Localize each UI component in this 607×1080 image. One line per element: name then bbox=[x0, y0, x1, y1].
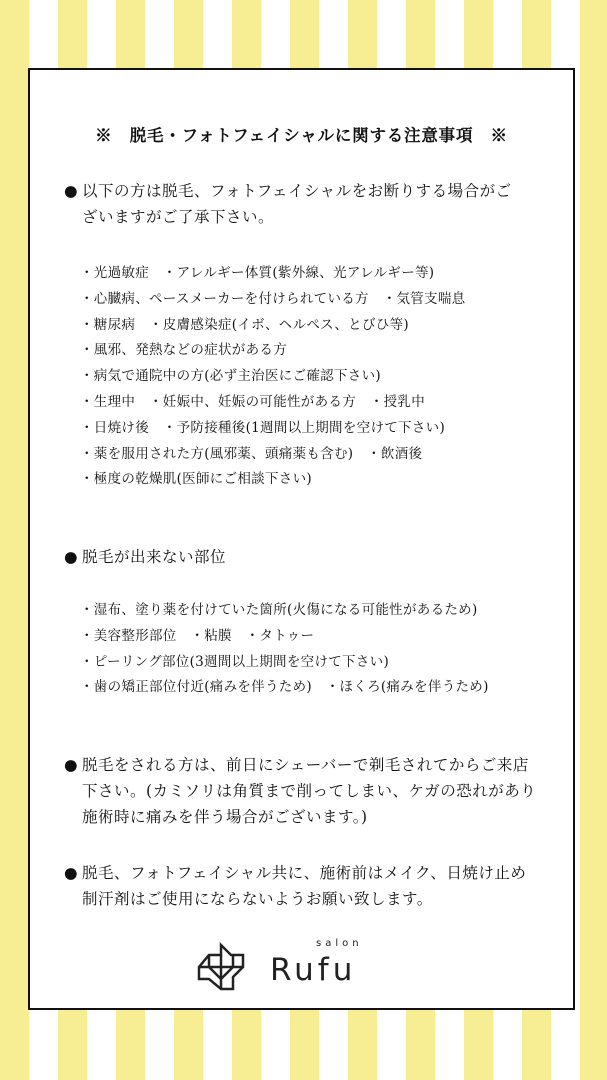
list-item: ・薬を服用された方(風邪薬、頭痛薬も含む) ・飲酒後 bbox=[80, 445, 423, 462]
list-item: ・心臓病、ペースメーカーを付けられている方 ・気管支喘息 bbox=[80, 290, 466, 307]
list-item: ・ピーリング部位(3週間以上期間を空けて下さい) bbox=[80, 653, 390, 670]
section-1-list bbox=[80, 261, 570, 493]
section-3-line-2: 下さい。(カミソリは角質まで削ってしまい、ケガの恐れがあり bbox=[82, 782, 537, 800]
list-item: ・歯の矯正部位付近(痛みを伴うため) ・ほくろ(痛みを伴うため) bbox=[80, 679, 489, 696]
bullet-icon: ● bbox=[64, 182, 79, 200]
bullet-icon: ● bbox=[64, 756, 79, 774]
bullet-icon: ● bbox=[64, 864, 79, 882]
logo-salon-label: salon bbox=[316, 938, 363, 949]
section-1-intro bbox=[64, 178, 564, 230]
list-item: ・糖尿病 ・皮膚感染症(イボ、ヘルペス、とびひ等) bbox=[80, 316, 409, 333]
section-3-line-3: 施術時に痛みを伴う場合がございます。) bbox=[82, 808, 368, 826]
section-2-title: 脱毛が出来ない部位 bbox=[82, 548, 227, 566]
list-item: ・光過敏症 ・アレルギー体質(紫外線、光アレルギー等) bbox=[80, 265, 435, 281]
list-item: ・生理中 ・妊娠中、妊娠の可能性がある方 ・授乳中 bbox=[80, 393, 425, 410]
list-item: ・日焼け後 ・予防接種後(1週間以上期間を空けて下さい) bbox=[80, 419, 446, 436]
list-item: ・極度の乾燥肌(医師にご相談下さい) bbox=[80, 471, 312, 488]
section-4-line-1: 脱毛、フォトフェイシャル共に、施術前はメイク、日焼け止め bbox=[82, 864, 527, 882]
section-1-line-1: 以下の方は脱毛、フォトフェイシャルをお断りする場合がご bbox=[82, 182, 512, 200]
salon-logo bbox=[196, 938, 386, 998]
list-item: ・風邪、発熱などの症状がある方 bbox=[80, 342, 287, 359]
list-item: ・美容整形部位 ・粘膜 ・タトゥー bbox=[80, 627, 315, 644]
section-3-notice bbox=[64, 752, 564, 830]
list-item: ・湿布、塗り薬を付けていた箇所(火傷になる可能性があるため) bbox=[80, 602, 478, 618]
page-title: ※ 脱毛・フォトフェイシャルに関する注意事項 ※ bbox=[95, 126, 508, 145]
list-item: ・病気で通院中の方(必ず主治医にご確認下さい) bbox=[80, 368, 381, 385]
bullet-icon: ● bbox=[64, 548, 79, 566]
section-3-line-1: 脱毛をされる方は、前日にシェーバーで剃毛されてからご来店 bbox=[82, 756, 529, 774]
section-4-line-2: 制汗剤はご使用にならないようお願い致します。 bbox=[82, 890, 433, 908]
section-1-line-2: ざいますがご了承下さい。 bbox=[82, 208, 275, 226]
logo-mark-icon bbox=[196, 942, 246, 992]
section-2-heading bbox=[64, 544, 564, 570]
notice-panel bbox=[28, 68, 575, 1010]
section-4-notice bbox=[64, 860, 564, 912]
logo-wordmark: Rufu bbox=[270, 952, 357, 988]
section-2-list bbox=[80, 598, 570, 701]
